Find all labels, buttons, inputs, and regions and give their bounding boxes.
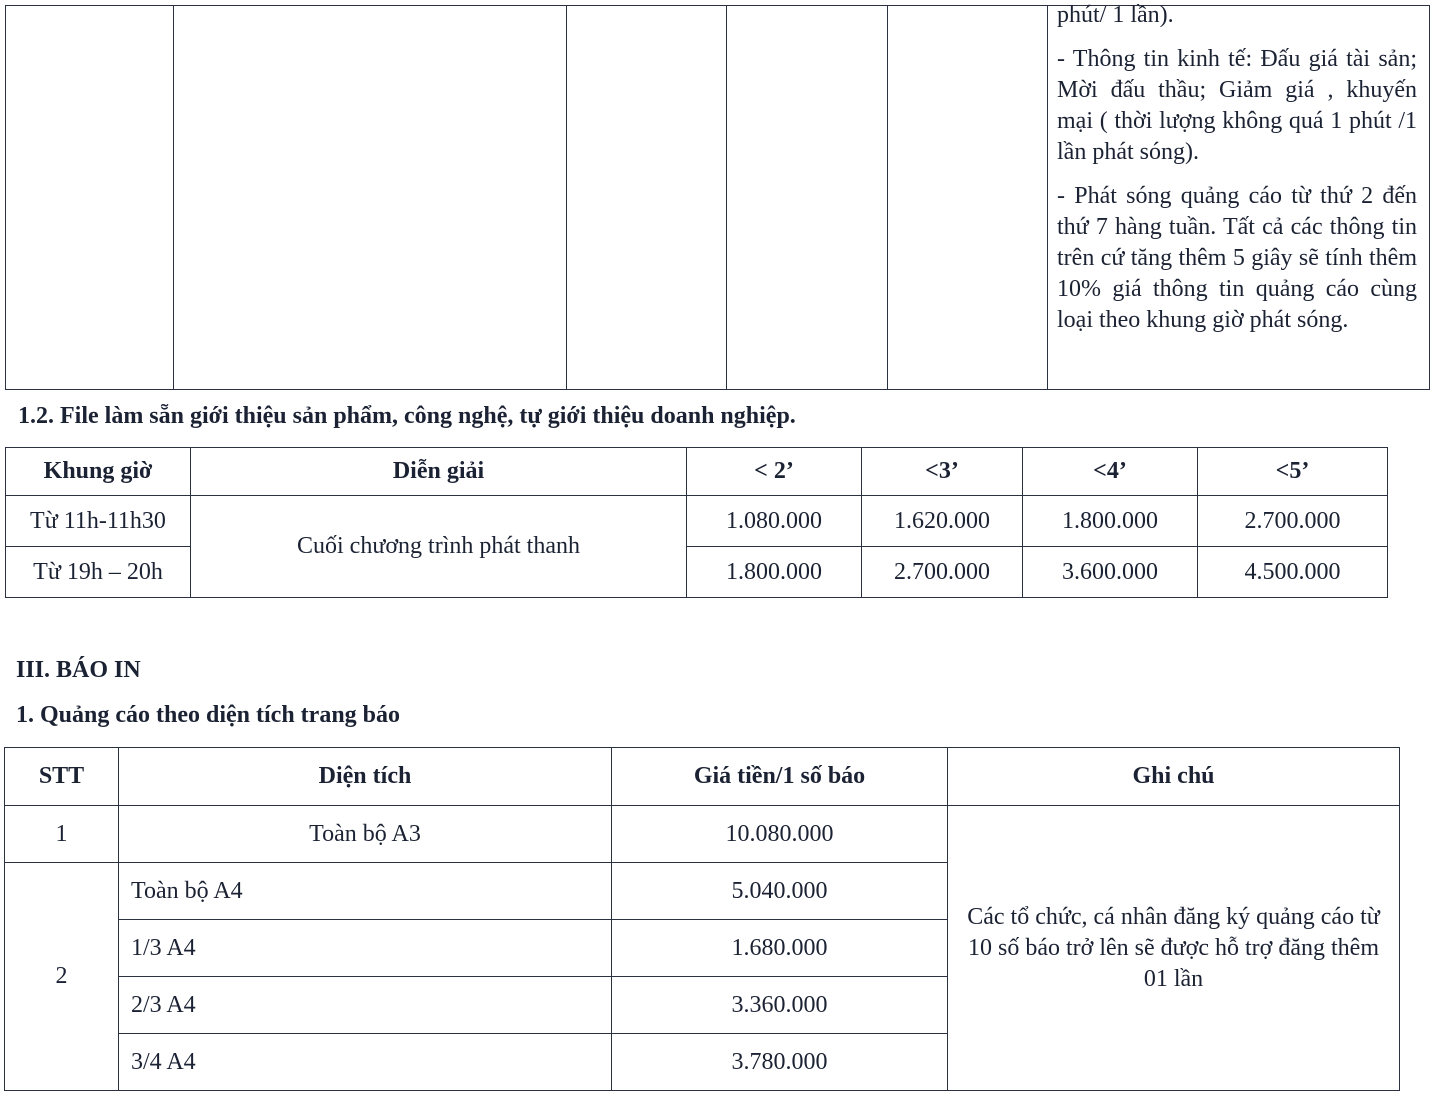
- price-cell: 3.600.000: [1023, 547, 1198, 598]
- price-cell: 1.080.000: [687, 496, 862, 547]
- table-header-row: [6, 448, 1388, 496]
- price-cell: 4.500.000: [1198, 547, 1388, 598]
- notes-text: [1048, 2, 1429, 336]
- continuation-table: [5, 2, 1430, 390]
- header-description: Diễn giải: [191, 448, 687, 496]
- table-row: [6, 6, 1430, 390]
- section-heading-1-2: 1.2. File làm sẵn giới thiệu sản phẩm, công nghệ, tự giới thiệu doanh nghiệp.: [18, 403, 796, 429]
- description-cell: Cuối chương trình phát thanh: [191, 496, 687, 598]
- area-cell: Toàn bộ A3: [119, 806, 612, 863]
- header-duration-2: < 2’: [687, 448, 862, 496]
- table-row: [6, 496, 1388, 547]
- header-note: Ghi chú: [948, 748, 1400, 806]
- header-price: Giá tiền/1 số báo: [612, 748, 948, 806]
- time-cell: Từ 11h-11h30: [6, 496, 191, 547]
- section-heading-3: III. BÁO IN: [16, 657, 141, 683]
- table-header-row: [5, 748, 1400, 806]
- area-cell: 1/3 A4: [119, 920, 612, 977]
- header-time: Khung giờ: [6, 448, 191, 496]
- header-duration-3: <3’: [862, 448, 1023, 496]
- file-pricing-table: [5, 447, 1388, 598]
- notes-paragraph: phút/ 1 lần).: [1057, 2, 1174, 28]
- header-stt: STT: [5, 748, 119, 806]
- price-cell: 1.800.000: [687, 547, 862, 598]
- notes-paragraph: - Phát sóng quảng cáo từ thứ 2 đến thứ 7 hàng tuần. Tất cả các thông tin trên cứ tăng thêm 5 giây sẽ tính thêm 10% giá thông tin quảng cáo cùng loại theo khung giờ phát sóng.: [1057, 183, 1417, 333]
- stt-cell: 2: [5, 863, 119, 1091]
- area-cell: 3/4 A4: [119, 1034, 612, 1091]
- area-cell: Toàn bộ A4: [119, 863, 612, 920]
- time-cell: Từ 19h – 20h: [6, 547, 191, 598]
- empty-cell: [727, 6, 888, 390]
- notes-cell: [1048, 2, 1430, 390]
- note-cell: Các tổ chức, cá nhân đăng ký quảng cáo từ 10 số báo trở lên sẽ được hỗ trợ đăng thêm 01 lần: [948, 806, 1400, 1091]
- empty-cell: [888, 6, 1048, 390]
- price-cell: 5.040.000: [612, 863, 948, 920]
- empty-cell: [6, 6, 174, 390]
- empty-cell: [567, 6, 727, 390]
- price-cell: 10.080.000: [612, 806, 948, 863]
- header-area: Diện tích: [119, 748, 612, 806]
- price-cell: 3.780.000: [612, 1034, 948, 1091]
- print-ad-pricing-table: [4, 747, 1400, 1091]
- price-cell: 2.700.000: [862, 547, 1023, 598]
- stt-cell: 1: [5, 806, 119, 863]
- price-cell: 3.360.000: [612, 977, 948, 1034]
- empty-cell: [174, 6, 567, 390]
- price-cell: 1.800.000: [1023, 496, 1198, 547]
- header-duration-4: <4’: [1023, 448, 1198, 496]
- table-row: [5, 806, 1400, 863]
- price-cell: 1.680.000: [612, 920, 948, 977]
- price-cell: 2.700.000: [1198, 496, 1388, 547]
- area-cell: 2/3 A4: [119, 977, 612, 1034]
- subsection-heading: 1. Quảng cáo theo diện tích trang báo: [16, 702, 401, 728]
- price-cell: 1.620.000: [862, 496, 1023, 547]
- header-duration-5: <5’: [1198, 448, 1388, 496]
- notes-paragraph: - Thông tin kinh tế: Đấu giá tài sản; Mời đấu thầu; Giảm giá , khuyến mại ( thời lượng không quá 1 phút /1 lần phát sóng).: [1057, 46, 1417, 165]
